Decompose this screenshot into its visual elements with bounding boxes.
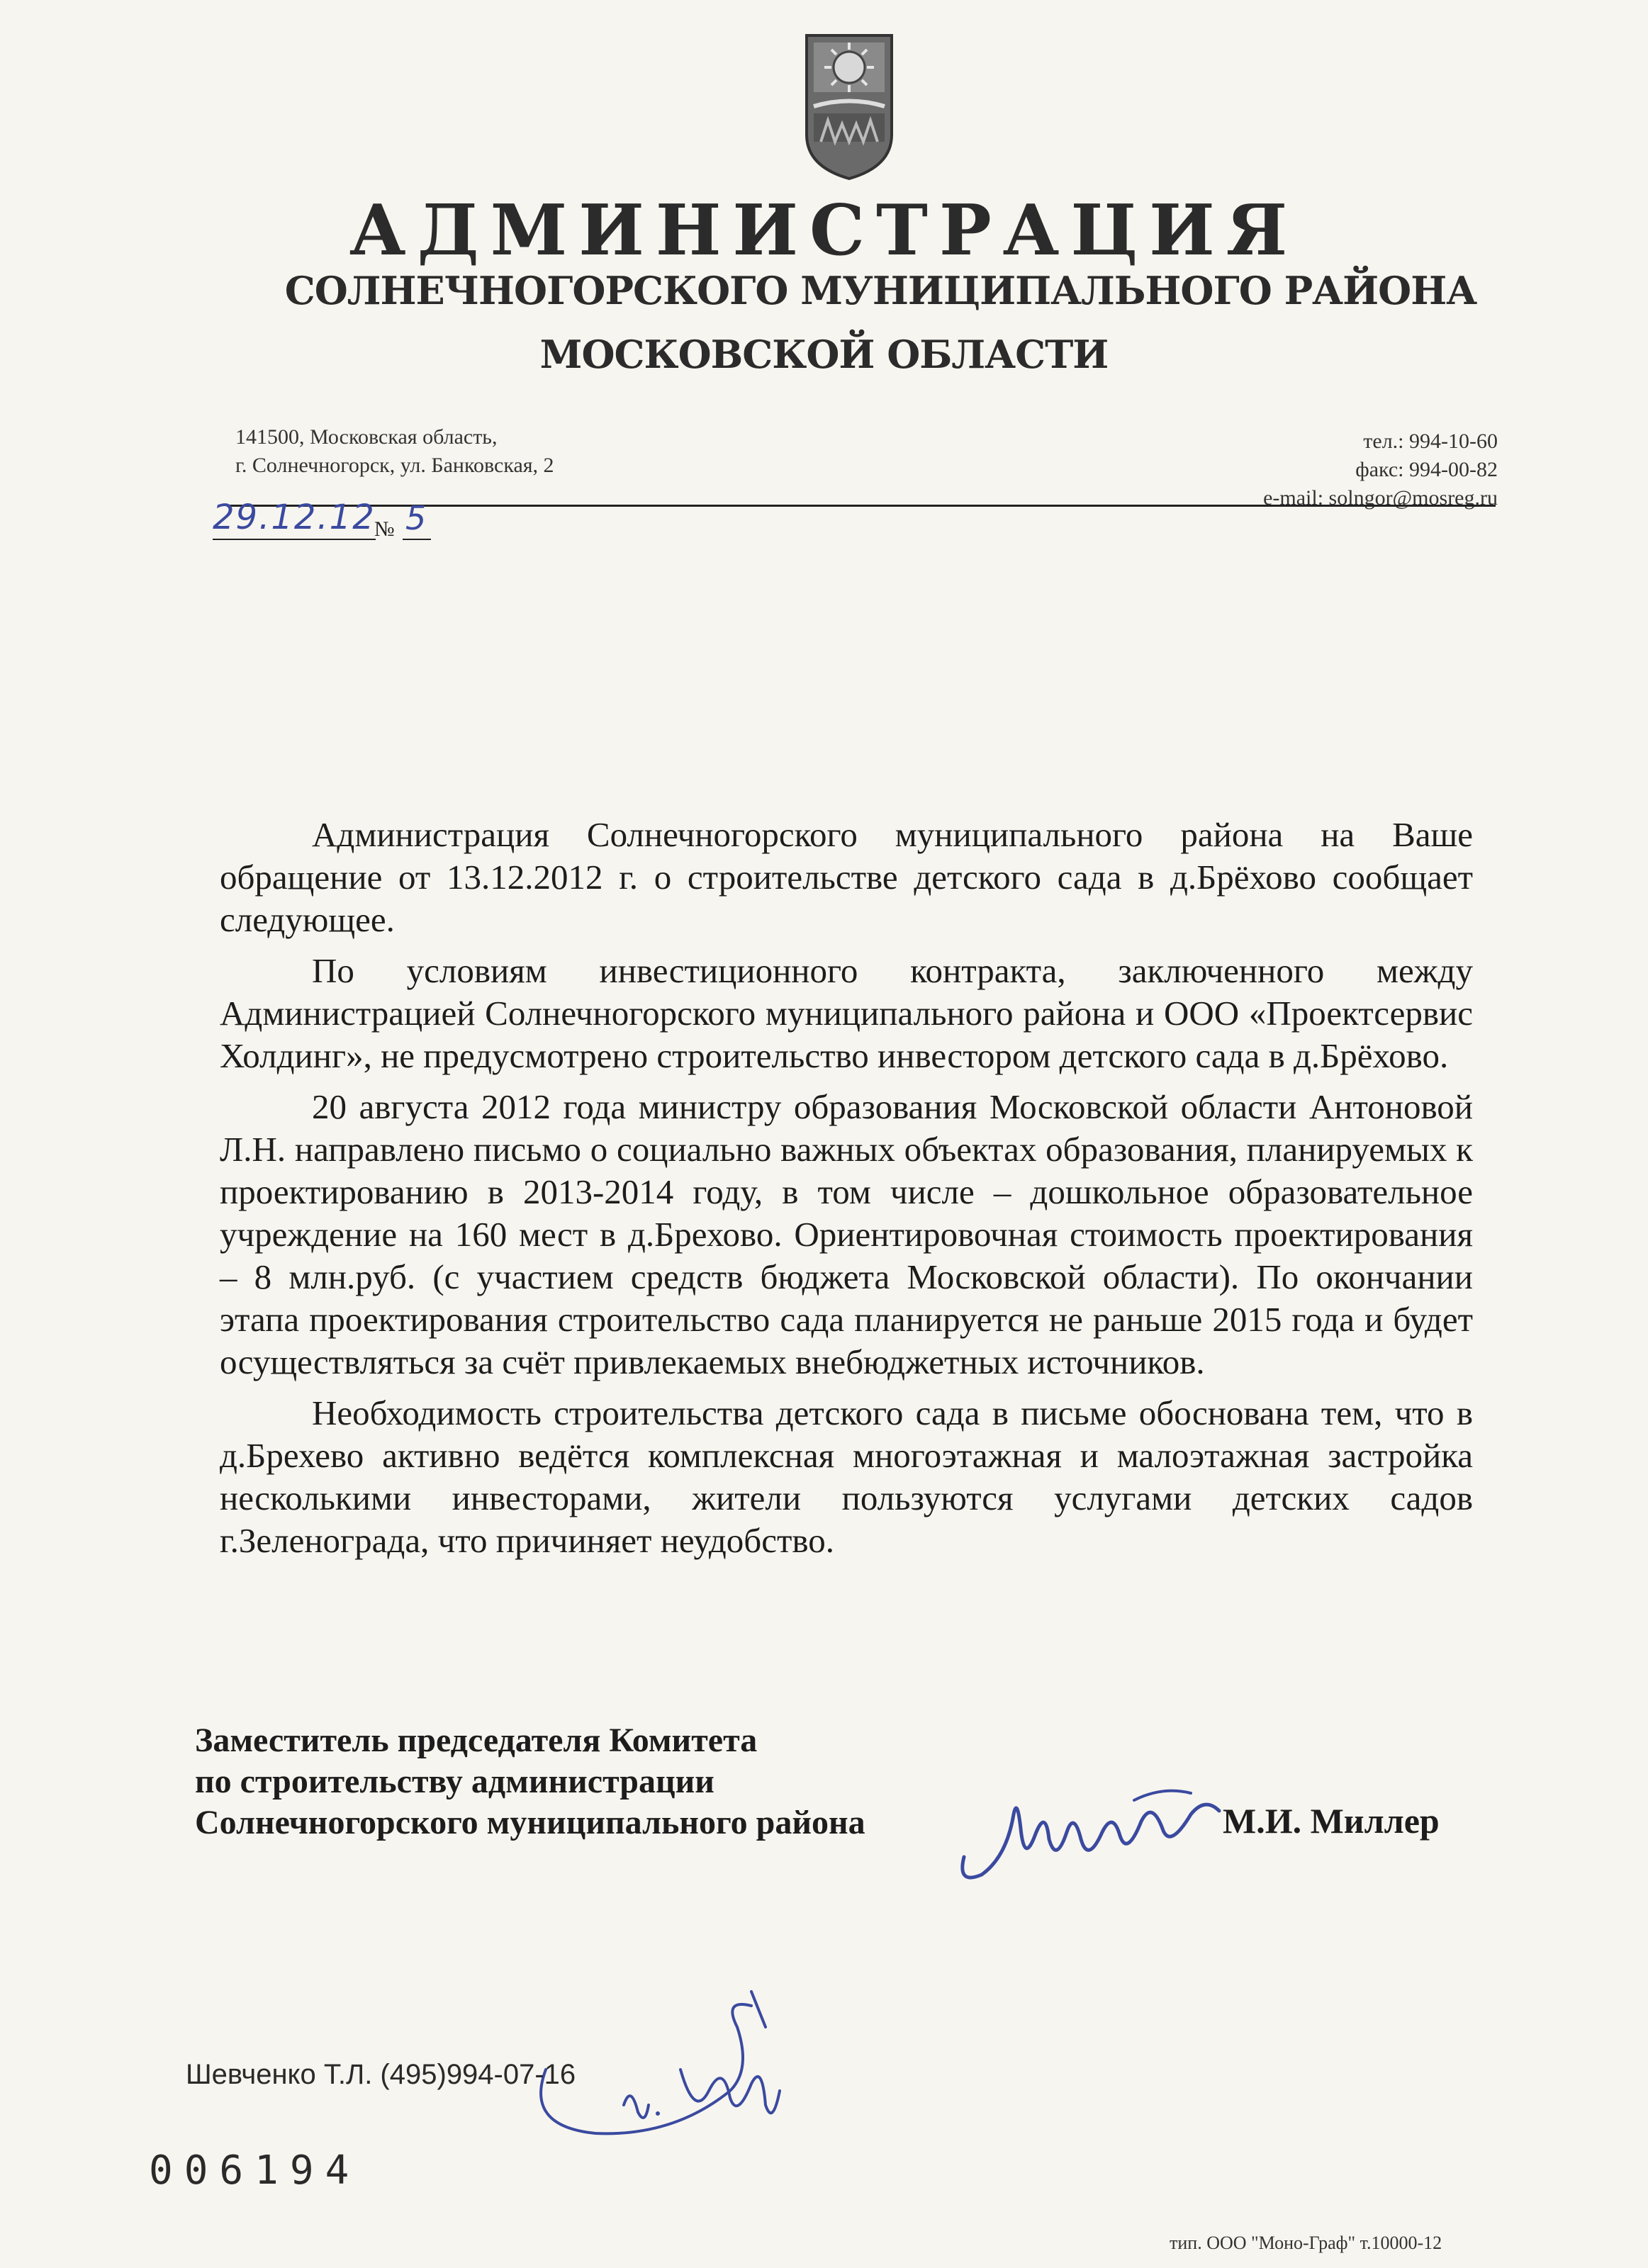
email-address: e-mail: solngor@mosreg.ru	[1263, 486, 1498, 510]
paragraph-2: По условиям инвестиционного контракта, заключенного между Администрацией Солнечногорского муниципального района и ООО «Проектсервис Холдинг», не предусмотрено строительство инвестором детского сада в д.Брёхово.	[220, 951, 1473, 1075]
paragraph-4: Необходимость строительства детского сада в письме обоснована тем, что в д.Брехево активно ведётся комплексная многоэтажная и малоэтажная застройка несколькими инвесторами, жители пользуются услугами детских садов г.Зеленограда, что причиняет неудобство.	[220, 1393, 1473, 1560]
signatory-position-line-3: Солнечногорского муниципального района	[195, 1804, 865, 1841]
org-title: АДМИНИСТРАЦИЯ	[349, 190, 1299, 271]
handwritten-date: 29.12.12	[213, 498, 376, 537]
fax-number: факс: 994-00-82	[1355, 458, 1498, 481]
serial-number: 006194	[149, 2148, 361, 2194]
paragraph-3: 20 августа 2012 года министру образования Московской области Антоновой Л.Н. направлено письмо о социально важных объектах образования, планируемых к проектированию в 2013-2014 году, в том числе – дошкольное образовательное учреждение на 160 мест в д.Брехово. Ориентировочная стоимость проектирования – 8 млн.руб. (с участием средств бюджета Московской области). По окончании этапа проектирования строительство сада планируется не раньше 2015 года и будет осуществляться за счёт привлекаемых внебюджетных источников.	[220, 1087, 1473, 1381]
letter-body	[220, 814, 1473, 1571]
org-subtitle-region: МОСКОВСКОЙ ОБЛАСТИ	[539, 332, 1109, 377]
address-line-1: 141500, Московская область,	[235, 425, 498, 449]
signatory-position	[195, 1720, 865, 1843]
phone-number: тел.: 994-10-60	[1363, 430, 1498, 453]
org-subtitle-district: СОЛНЕЧНОГОРСКОГО МУНИЦИПАЛЬНОГО РАЙОНА	[284, 268, 1477, 313]
paragraph-1: Администрация Солнечногорского муниципального района на Ваше обращение от 13.12.2012 г. о строительстве детского сада в д.Брёхово сообщает следующее.	[220, 815, 1473, 939]
printer-imprint: тип. ООО "Моно-Граф" т.10000-12	[1170, 2233, 1442, 2253]
signatory-position-line-1: Заместитель председателя Комитета	[195, 1722, 758, 1759]
signatory-position-line-2: по строительству администрации	[195, 1763, 714, 1800]
executor-contact: Шевченко Т.Л. (495)994-07-16	[186, 2059, 576, 2090]
number-label: №	[374, 517, 395, 541]
handwritten-number: 5	[405, 499, 427, 537]
address-line-2: г. Солнечногорск, ул. Банковская, 2	[235, 454, 554, 477]
signatory-name: М.И. Миллер	[1223, 1801, 1440, 1841]
number-underline	[403, 539, 431, 540]
coat-of-arms-icon	[800, 28, 899, 184]
handwritten-signature-icon	[950, 1772, 1248, 1892]
date-underline	[213, 539, 376, 540]
